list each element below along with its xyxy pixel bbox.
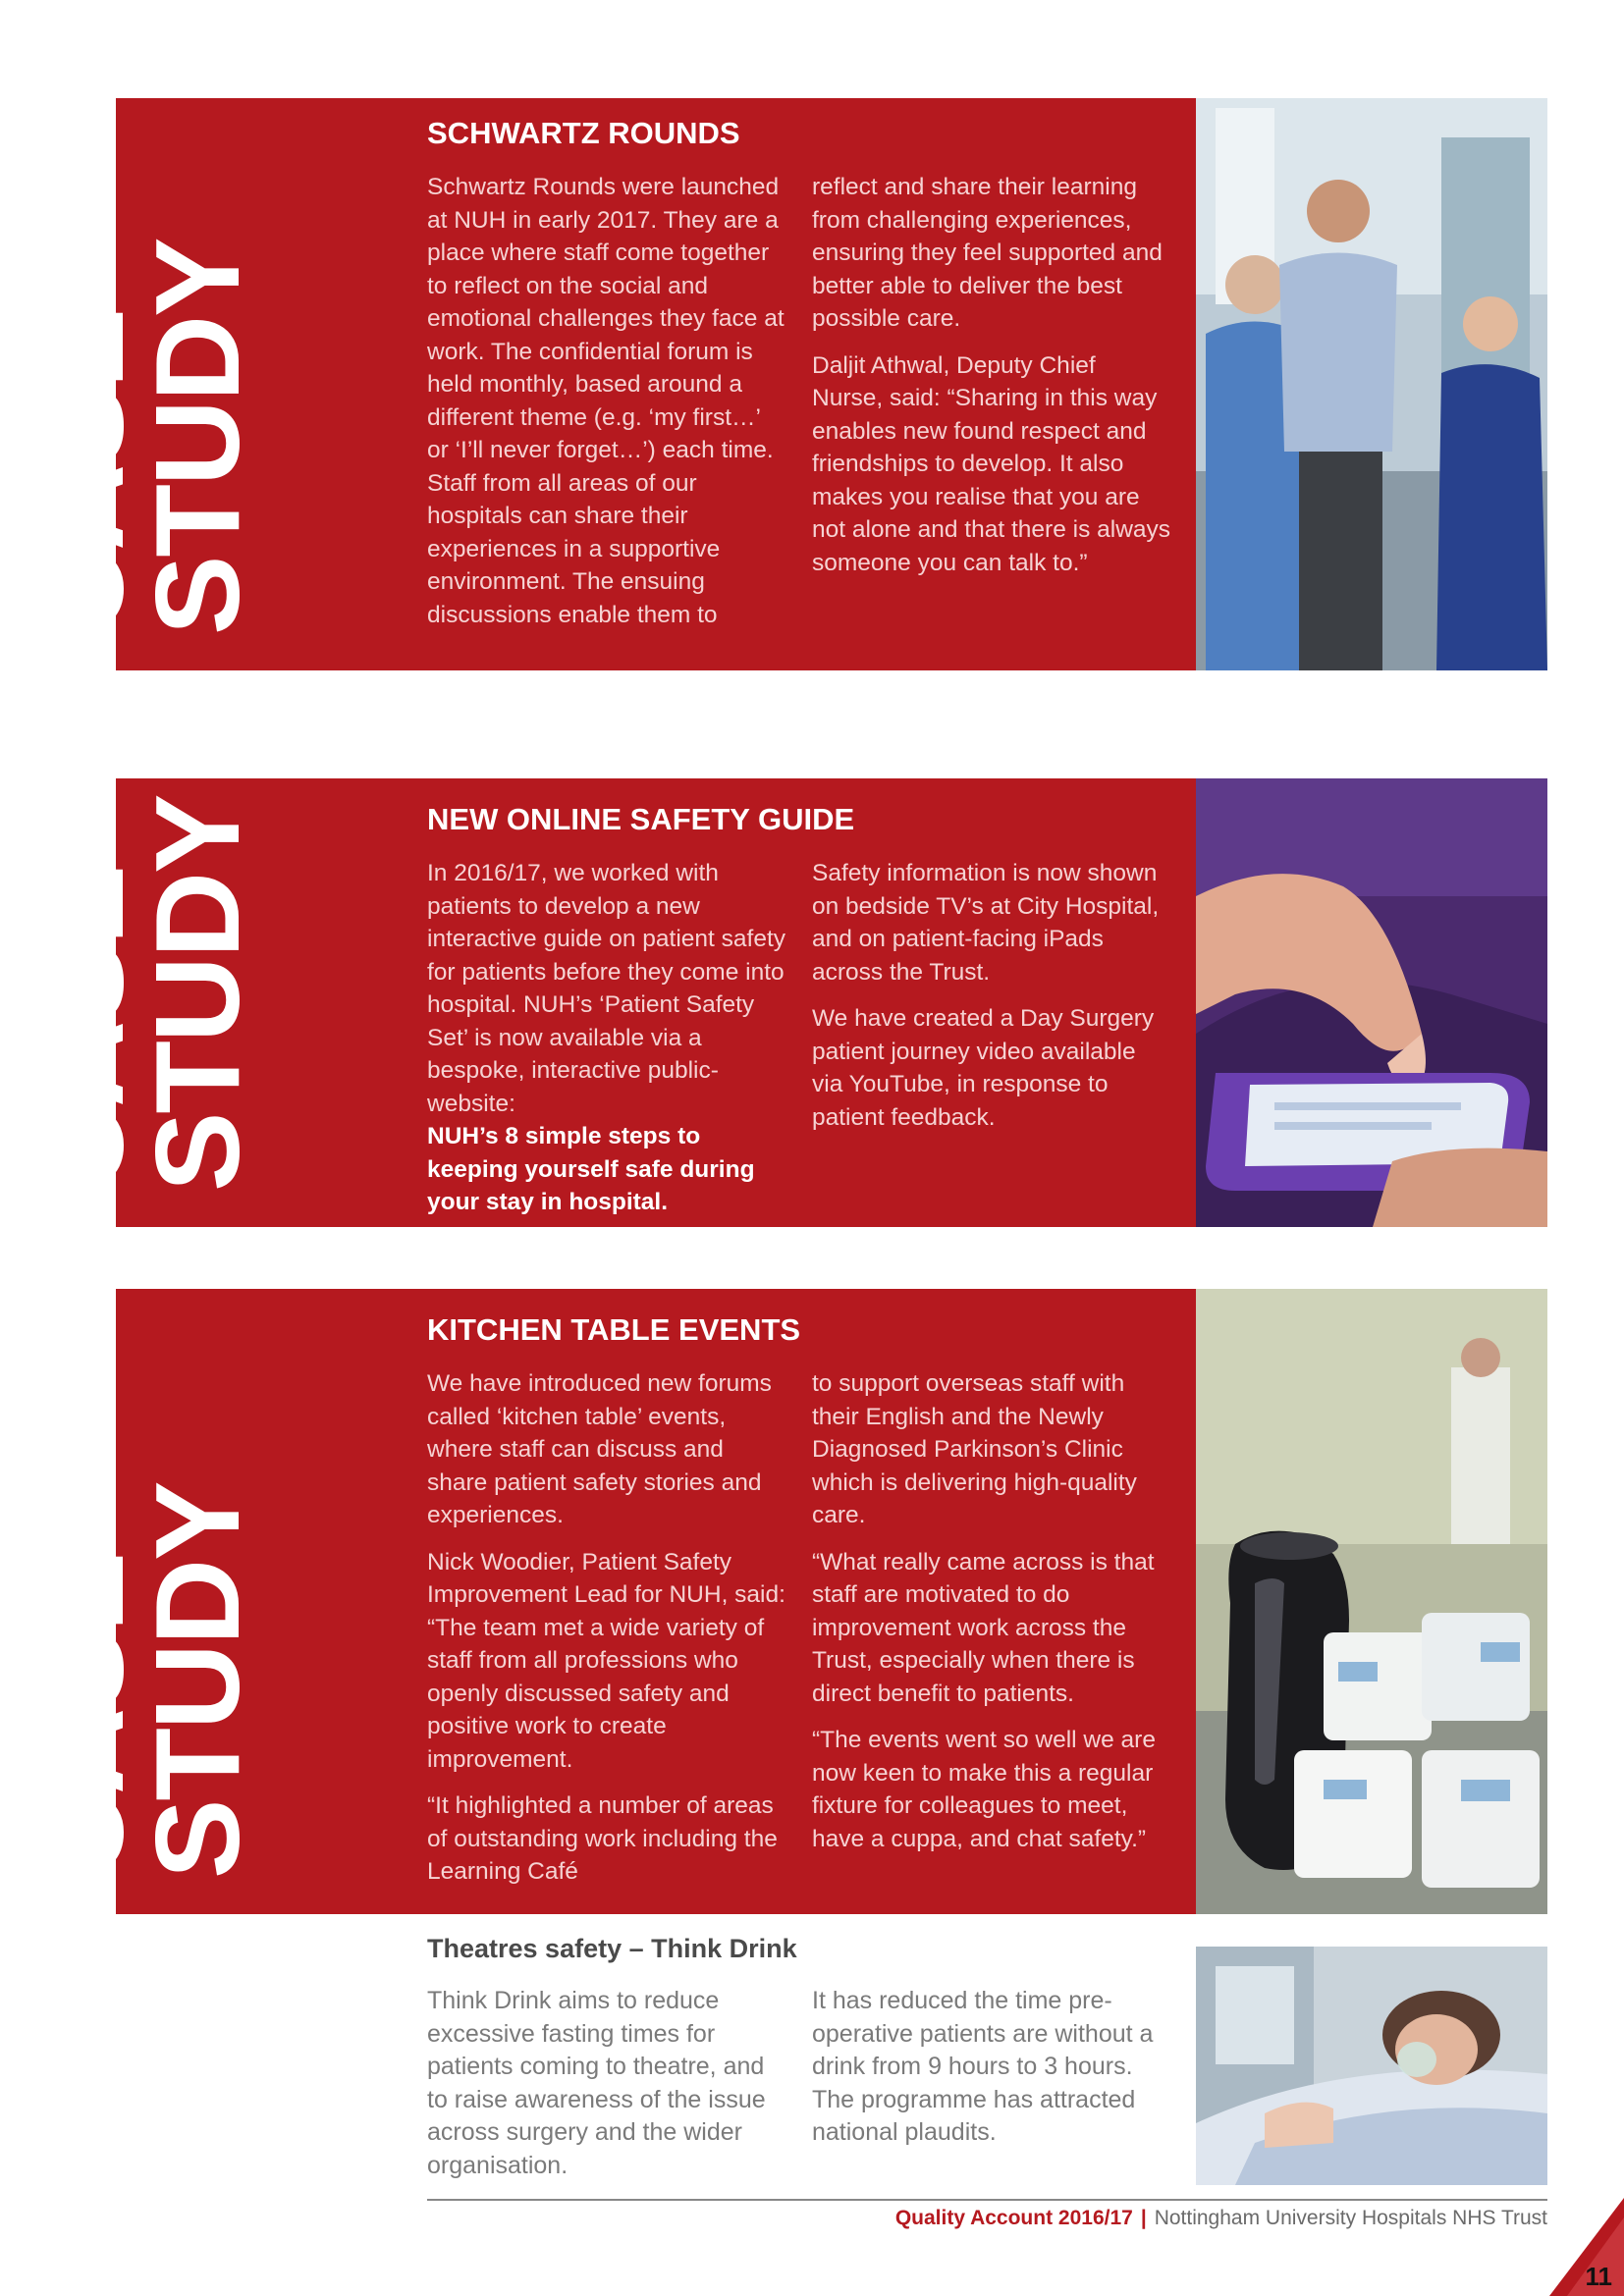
footer-separator: | <box>1140 2207 1147 2229</box>
quote-paragraph: Nick Woodier, Patient Safety Improvement Lead for NUH, said: “The team met a wide variety of staff from all professions who openly discussed safety and positive work to create improvement. <box>427 1548 785 1773</box>
case-study-vertical-text <box>15 795 264 1192</box>
staff-meeting-photo <box>1196 98 1547 670</box>
paragraph: In 2016/17, we worked with patients to develop a new interactive guide on patient safety for patients before they come into hospital. NUH’s ‘Patient Safety Set’ is now available via a bespoke, interactive public-website: <box>427 860 786 1117</box>
quote-paragraph: “It highlighted a number of areas of outstanding work including the Learning Café <box>427 1792 778 1885</box>
section-title: NEW ONLINE SAFETY GUIDE <box>427 802 855 836</box>
case-study-online-safety-guide <box>15 778 1547 1227</box>
page-number: 11 <box>1585 2262 1612 2291</box>
paragraph: It has reduced the time pre-operative patients are without a drink from 9 hours to 3 hours. The programme has attracted national plaudits. <box>812 1987 1154 2146</box>
case-study-label <box>15 98 396 670</box>
text-column-right <box>812 857 1170 1148</box>
case-label-line-2: STUDY <box>131 239 264 635</box>
case-study-vertical-text <box>15 1482 264 1879</box>
text-column-left <box>427 1367 785 1902</box>
text-column-right <box>812 1367 1170 1869</box>
theatres-text-left <box>427 1985 785 2182</box>
paragraph: Think Drink aims to reduce excessive fasting times for patients coming to theatre, and to raise awareness of the issue across surgery and the wider organisation. <box>427 1987 766 2179</box>
text-column-left <box>427 857 785 1219</box>
case-study-label <box>15 1289 396 1914</box>
publication-title: Quality Account 2016/17 <box>894 2207 1133 2229</box>
case-study-kitchen-table-events <box>15 1289 1547 1914</box>
case-study-vertical-text <box>15 239 264 635</box>
case-label-line-1: CASE <box>15 867 148 1192</box>
paragraph: We have introduced new forums called ‘kitchen table’ events, where staff can discuss and share patient safety stories and experiences. <box>427 1370 772 1528</box>
paragraph: to support overseas staff with their English and the Newly Diagnosed Parkinson’s Clinic which is delivering high-quality care. <box>812 1370 1137 1528</box>
mugs-and-jug-photo <box>1196 1289 1547 1914</box>
theatres-text-right <box>812 1985 1170 2150</box>
theatres-safety-title: Theatres safety – Think Drink <box>427 1934 797 1963</box>
case-study-schwartz-rounds <box>15 98 1547 670</box>
quote-paragraph: Daljit Athwal, Deputy Chief Nurse, said: “Sharing in this way enables new found respect and friendships to develop. It also makes you realise that you are not alone and that there is always someone you can talk to.” <box>812 351 1171 576</box>
paragraph: Schwartz Rounds were launched at NUH in early 2017. They are a place where staff come together to reflect on the social and emotional challenges they face at work. The confidential forum is held monthly, based around a different theme (e.g. ‘my first…’ or ‘I’ll never forget…’) each time. Staff from all areas of our hospitals can share their experiences in a supportive environment. The ensuing discussions enable them to <box>427 174 785 628</box>
paragraph: reflect and share their learning from challenging experiences, ensuring they feel supported and better able to deliver the best possible care. <box>812 174 1163 332</box>
case-label-line-2: STUDY <box>131 795 264 1192</box>
case-label-line-1: CASE <box>15 310 148 635</box>
case-label-line-1: CASE <box>15 1554 148 1879</box>
section-title: KITCHEN TABLE EVENTS <box>427 1312 801 1347</box>
quote-paragraph: “What really came across is that staff are motivated to do improvement work across the Trust, especially when there is direct benefit to patients. <box>812 1548 1155 1707</box>
paragraph: We have created a Day Surgery patient journey video available via YouTube, in response to patient feedback. <box>812 1005 1155 1131</box>
text-column-right <box>812 171 1170 593</box>
paragraph: Safety information is now shown on bedside TV’s at City Hospital, and on patient-facing iPads across the Trust. <box>812 860 1160 986</box>
quote-paragraph: “The events went so well we are now keen to make this a regular fixture for colleagues to meet, have a cuppa, and chat safety.” <box>812 1727 1156 1852</box>
case-label-line-2: STUDY <box>131 1482 264 1879</box>
page-footer <box>895 2207 1547 2230</box>
phone-in-hand-photo <box>1196 778 1547 1227</box>
case-study-label <box>15 778 396 1227</box>
safety-steps-link[interactable]: NUH’s 8 simple steps to keeping yourself safe during your stay in hospital. <box>427 1123 755 1215</box>
text-column-left <box>427 171 785 645</box>
section-title: SCHWARTZ ROUNDS <box>427 116 740 150</box>
footer-divider <box>427 2199 1547 2201</box>
organisation-name: Nottingham University Hospitals NHS Trust <box>1154 2207 1547 2229</box>
patient-in-bed-photo <box>1196 1947 1547 2185</box>
